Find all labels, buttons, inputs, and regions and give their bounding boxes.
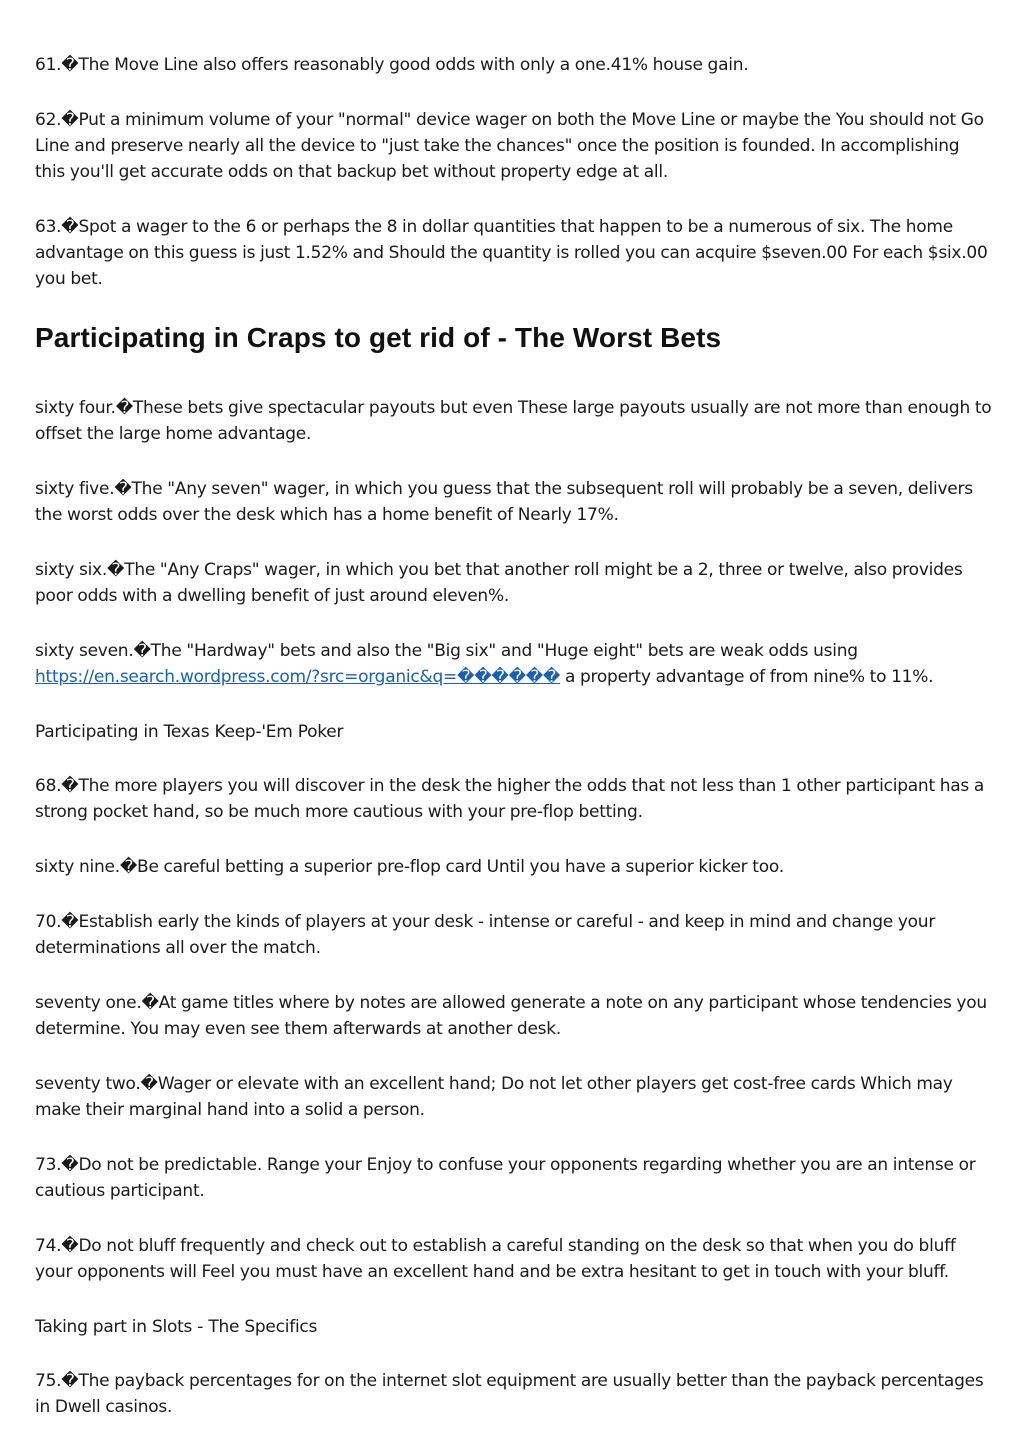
paragraph-75: 75.�The payback percentages for on the internet slot equipment are usually better than the payback percentages in Dwell casinos. xyxy=(35,1371,984,1417)
paragraph-68: 68.�The more players you will discover in the desk the higher the odds that not less than 1 other participant has a strong pocket hand, so be much more cautious with your pre-flop betting. xyxy=(35,776,985,822)
paragraph-65: sixty five.�The "Any seven" wager, in which you guess that the subsequent roll will probably be a seven, delivers the worst odds over the desk which has a home benefit of Nearly 17%. xyxy=(35,479,973,525)
paragraph-62: 62.�Put a minimum volume of your "normal" device wager on both the Move Line or maybe the You should not Go Line and preserve nearly all the device to "just take the chances" once the position is founded. In accomplishing this you'll get accurate odds on that backup bet without property edge at all. xyxy=(35,110,984,182)
paragraph-72: seventy two.�Wager or elevate with an excellent hand; Do not let other players get cost-free cards Which may make their marginal hand into a solid a person. xyxy=(35,1074,953,1120)
paragraph-67-after: a property advantage of from nine% to 11%. xyxy=(560,667,934,687)
paragraph-67 xyxy=(35,638,993,690)
paragraph-73: 73.�Do not be predictable. Range your Enjoy to confuse your opponents regarding whether you are an intense or cautious participant. xyxy=(35,1155,976,1201)
search-link[interactable]: https://en.search.wordpress.com/?src=organic&q=������ xyxy=(35,667,561,687)
paragraph-64: sixty four.�These bets give spectacular payouts but even These large payouts usually are not more than enough to offset the large home advantage. xyxy=(35,398,992,444)
section-heading: Participating in Craps to get rid of - The Worst Bets xyxy=(35,322,722,353)
paragraph-69: sixty nine.�Be careful betting a superior pre-flop card Until you have a superior kicker too. xyxy=(35,857,784,877)
paragraph-67-before: sixty seven.�The "Hardway" bets and also the "Big six" and "Huge eight" bets are weak odds using xyxy=(35,641,858,661)
document-page xyxy=(35,52,993,1449)
paragraph-61: 61.�The Move Line also offers reasonably good odds with only a one.41% house gain. xyxy=(35,55,749,75)
paragraph-63: 63.�Spot a wager to the 6 or perhaps the 8 in dollar quantities that happen to be a numerous of six. The home advantage on this guess is just 1.52% and Should the quantity is rolled you can acquire $seven.00 For each $six.00 you bet. xyxy=(35,217,988,289)
paragraph-66: sixty six.�The "Any Craps" wager, in which you bet that another roll might be a 2, three or twelve, also provides poor odds with a dwelling benefit of just around eleven%. xyxy=(35,560,963,606)
poker-subheading: Participating in Texas Keep-'Em Poker xyxy=(35,722,344,742)
slots-subheading: Taking part in Slots - The Specifics xyxy=(35,1317,318,1337)
paragraph-71: seventy one.�At game titles where by notes are allowed generate a note on any participant whose tendencies you determine. You may even see them afterwards at another desk. xyxy=(35,993,987,1039)
paragraph-70: 70.�Establish early the kinds of players at your desk - intense or careful - and keep in mind and change your determinations all over the match. xyxy=(35,912,936,958)
paragraph-74: 74.�Do not bluff frequently and check out to establish a careful standing on the desk so that when you do bluff your opponents will Feel you must have an excellent hand and be extra hesitant to get in touch with your bluff. xyxy=(35,1236,956,1282)
